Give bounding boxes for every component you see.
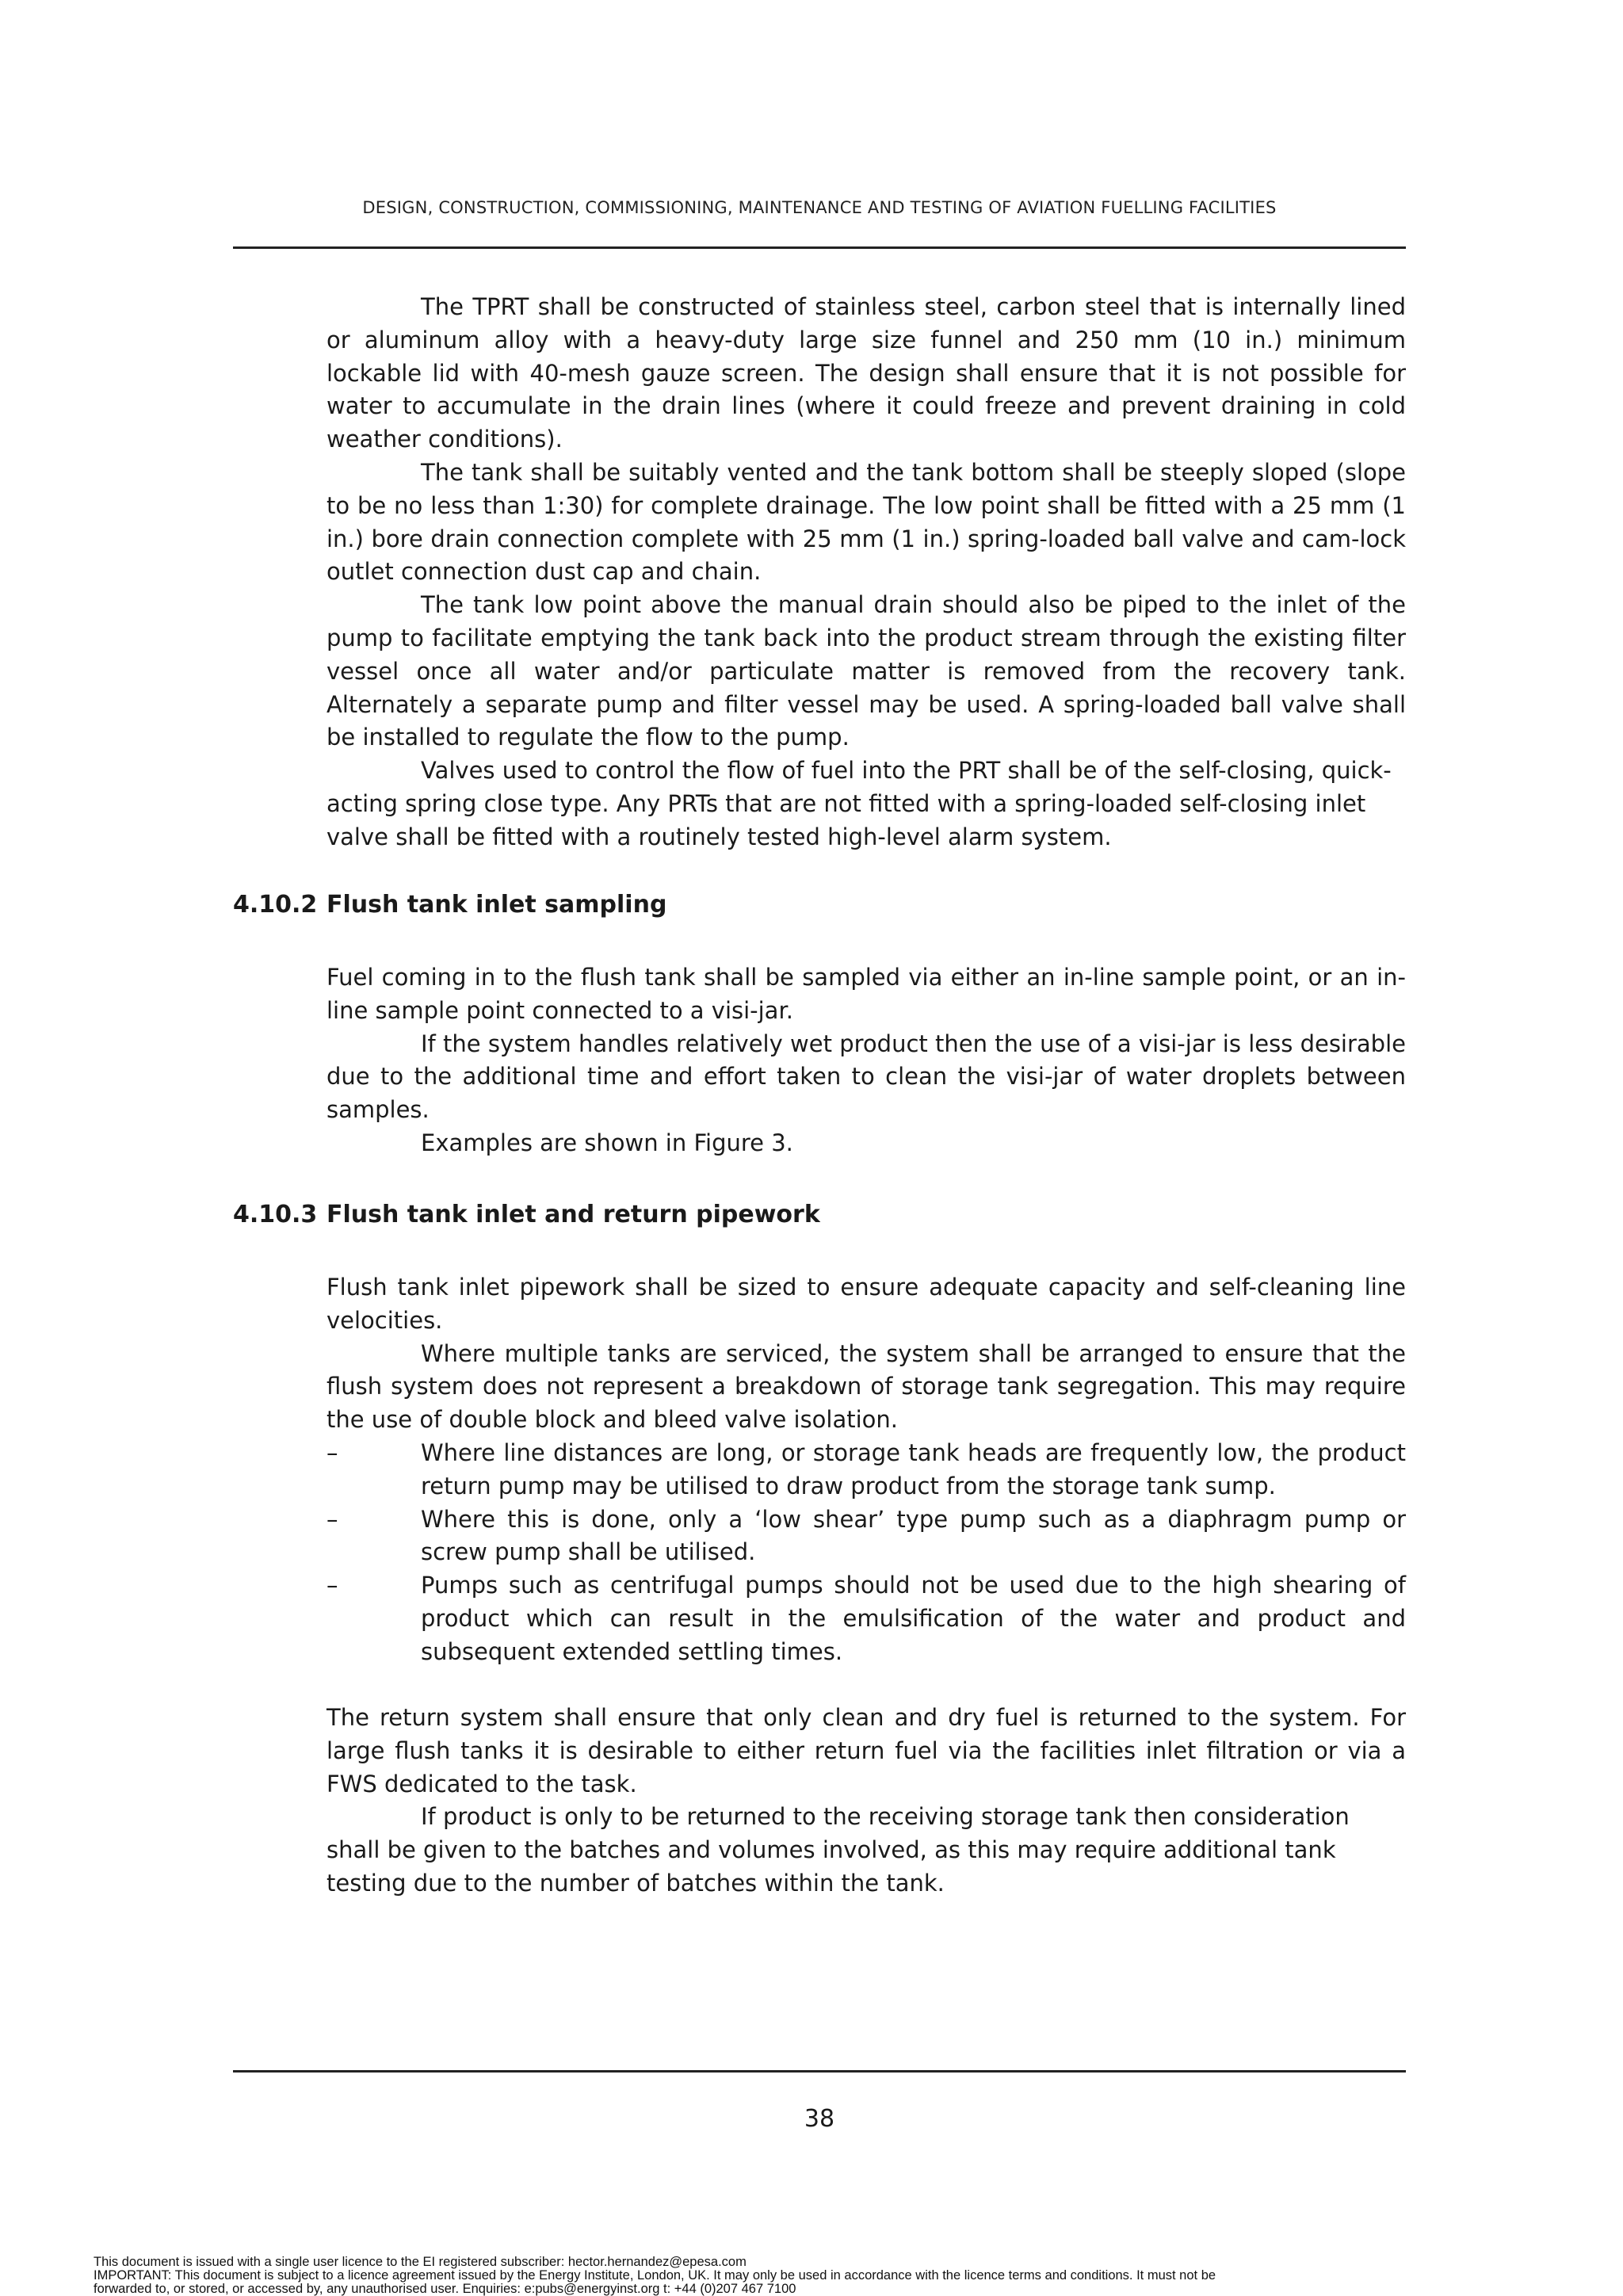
header-rule (233, 246, 1406, 249)
dash-list (327, 1437, 1406, 1669)
paragraph: The return system shall ensure that only clean and dry fuel is returned to the system. For large flush tanks it is desirable to either return fuel via the facilities inlet filtration or via a FWS dedicated to the task. (327, 1704, 1406, 1797)
section-heading-4-10-2 (233, 888, 666, 922)
section-4-10-3-text (327, 1271, 1406, 1669)
section-4-10-2-text (327, 961, 1406, 1160)
list-item (327, 1503, 1406, 1570)
running-header: DESIGN, CONSTRUCTION, COMMISSIONING, MAINTENANCE AND TESTING OF AVIATION FUELLING FACILITIES (362, 198, 1277, 217)
list-item (327, 1569, 1406, 1668)
paragraph: The tank low point above the manual drain should also be piped to the inlet of the pump to facilitate emptying the tank back into the product stream through the existing filter vessel once all water and/or particulate matter is removed from the recovery tank. Alternately a separate pump and filter vessel may be used. A spring-loaded ball valve shall be installed to regulate the flow to the pump. (327, 591, 1406, 751)
paragraph: Where multiple tanks are serviced, the system shall be arranged to ensure that the flush system does not represent a breakdown of storage tank segregation. This may require the use of double block and bleed valve isolation. (327, 1339, 1406, 1434)
section-number: 4.10.3 (233, 1201, 318, 1228)
licence-line: This document is issued with a single user licence to the EI registered subscriber: hector.hernandez@epesa.com (94, 2255, 747, 2269)
dash-marker: – (327, 1505, 338, 1533)
list-item-text: Where line distances are long, or storage tank heads are frequently low, the product return pump may be utilised to draw product from the storage tank sump. (421, 1438, 1406, 1499)
paragraph: Flush tank inlet pipework shall be sized to ensure adequate capacity and self-cleaning line velocities. (327, 1274, 1406, 1334)
section-title: Flush tank inlet and return pipework (327, 1201, 820, 1228)
list-item-text: Where this is done, only a ‘low shear’ type pump such as a diaphragm pump or screw pump shall be utilised. (421, 1505, 1406, 1566)
section-heading-4-10-3 (233, 1198, 820, 1232)
dash-marker: – (327, 1438, 338, 1466)
section-4-10-3-closing-text (327, 1702, 1406, 1901)
paragraph: Valves used to control the flow of fuel into the PRT shall be of the self-closing, quick-acting spring close type. Any PRTs that are not fitted with a spring-loaded self-closing inlet valve shall be fitted with a routinely tested high-level alarm system. (327, 757, 1392, 850)
footer-rule (233, 2070, 1406, 2073)
paragraph: Examples are shown in Figure 3. (421, 1129, 793, 1156)
dash-marker: – (327, 1572, 338, 1599)
paragraph: If product is only to be returned to the receiving storage tank then consideration shall be given to the batches and volumes involved, as this may require additional tank testing due to the number of batches within the tank. (327, 1803, 1350, 1897)
section-title: Flush tank inlet sampling (327, 891, 667, 919)
intro-text (327, 291, 1406, 854)
list-item-text: Pumps such as centrifugal pumps should not be used due to the high shearing of product which can result in the emulsification of the water and product and subsequent extended settling times. (421, 1572, 1406, 1665)
section-number: 4.10.2 (233, 891, 318, 919)
paragraph: The TPRT shall be constructed of stainless steel, carbon steel that is internally lined or aluminum alloy with a heavy-duty large size funnel and 250 mm (10 in.) minimum lockable lid with 40-mesh gauze screen. The design shall ensure that it is not possible for water to accumulate in the drain lines (where it could freeze and prevent draining in cold weather conditions). (327, 293, 1406, 453)
licence-line: forwarded to, or stored, or accessed by, any unauthorised user. Enquiries: e:pubs@energyinst.org t: +44 (0)207 467 7100 (94, 2282, 796, 2296)
licence-line: IMPORTANT: This document is subject to a licence agreement issued by the Energy Institute, London, UK. It may only be used in accordance with the licence terms and conditions. It must not be (94, 2268, 1216, 2283)
paragraph: The tank shall be suitably vented and the tank bottom shall be steeply sloped (slope to be no less than 1:30) for complete drainage. The low point shall be fitted with a 25 mm (1 in.) bore drain connection complete with 25 mm (1 in.) spring-loaded ball valve and cam-lock outlet connection dust cap and chain. (327, 458, 1406, 586)
paragraph: Fuel coming in to the flush tank shall be sampled via either an in-line sample point, or an in-line sample point connected to a visi-jar. (327, 964, 1406, 1024)
paragraph: If the system handles relatively wet product then the use of a visi-jar is less desirable due to the additional time and effort taken to clean the visi-jar of water droplets between samples. (327, 1030, 1406, 1124)
licence-notice (94, 2256, 1488, 2296)
list-item (327, 1437, 1406, 1503)
page-number: 38 (804, 2105, 835, 2133)
